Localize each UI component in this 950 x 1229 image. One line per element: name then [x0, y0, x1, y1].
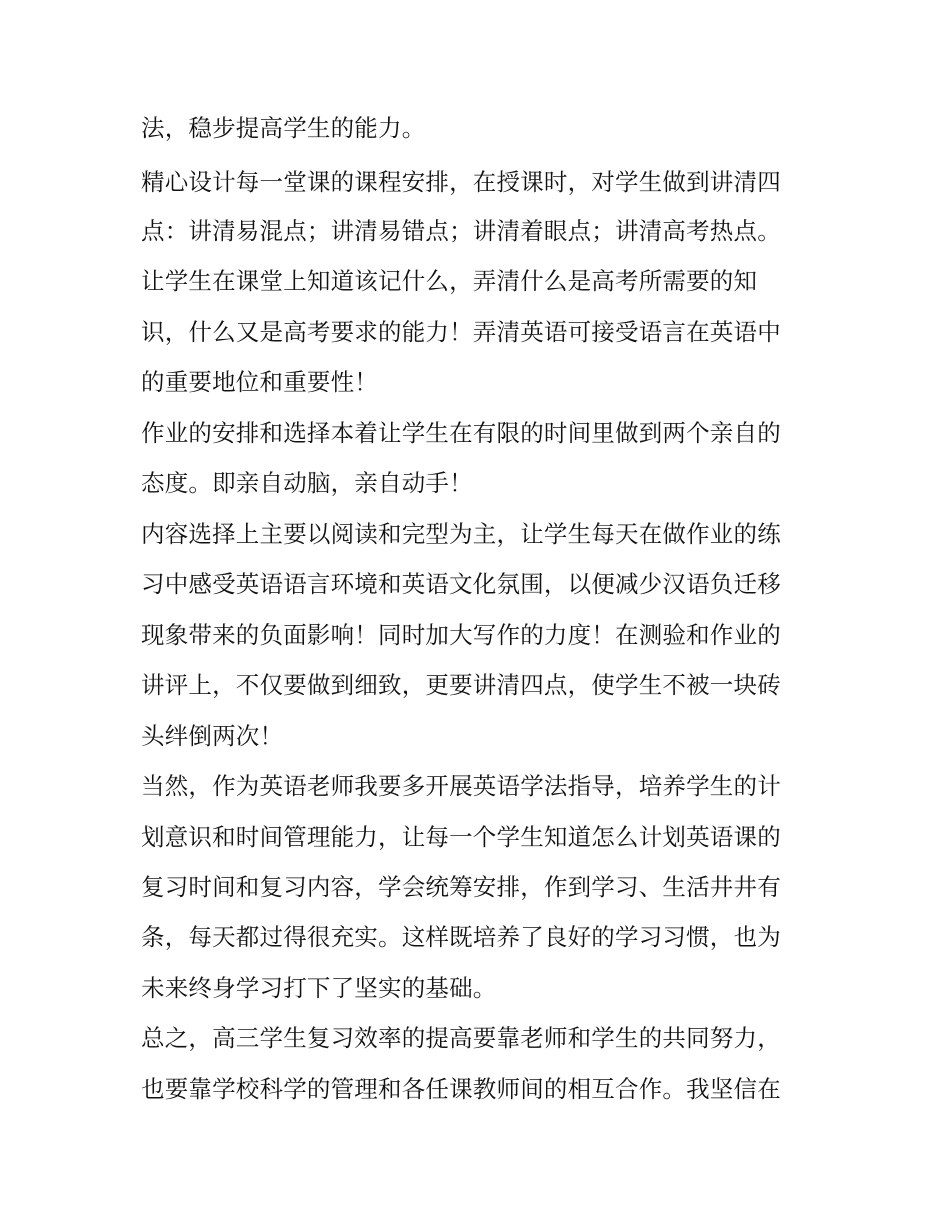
text-line: 精心设计每一堂课的课程安排，在授课时，对学生做到讲清四 [141, 168, 781, 196]
text-line: 态度。即亲自动脑，亲自动手！ [141, 469, 473, 497]
text-line: 点：讲清易混点；讲清易错点；讲清着眼点；讲清高考热点。 [141, 217, 781, 245]
text-line: 未来终身学习打下了坚实的基础。 [141, 974, 497, 1002]
text-line: 当然，作为英语老师我要多开展英语学法指导，培养学生的计 [141, 772, 781, 800]
text-line: 现象带来的负面影响！同时加大写作的力度！在测验和作业的 [141, 621, 781, 649]
text-line: 作业的安排和选择本着让学生在有限的时间里做到两个亲自的 [141, 419, 781, 447]
text-line: 习中感受英语语言环境和英语文化氛围，以便减少汉语负迁移 [141, 570, 781, 598]
text-line: 让学生在课堂上知道该记什么，弄清什么是高考所需要的知 [141, 267, 758, 295]
text-line: 法，稳步提高学生的能力。 [141, 114, 426, 142]
text-line: 复习时间和复习内容，学会统筹安排，作到学习、生活井井有 [141, 873, 781, 901]
text-line: 总之，高三学生复习效率的提高要靠老师和学生的共同努力， [141, 1024, 781, 1052]
text-line: 的重要地位和重要性！ [141, 368, 378, 396]
text-line: 内容选择上主要以阅读和完型为主，让学生每天在做作业的练 [141, 520, 781, 548]
text-line: 划意识和时间管理能力，让每一个学生知道怎么计划英语课的 [141, 823, 781, 851]
text-line: 识，什么又是高考要求的能力！弄清英语可接受语言在英语中 [141, 318, 781, 346]
text-line: 条，每天都过得很充实。这样既培养了良好的学习习惯，也为 [141, 923, 781, 951]
text-line: 也要靠学校科学的管理和各任课教师间的相互合作。我坚信在 [141, 1075, 781, 1103]
text-line: 头绊倒两次！ [141, 722, 284, 750]
text-line: 讲评上，不仅要做到细致，更要讲清四点，使学生不被一块砖 [141, 671, 781, 699]
